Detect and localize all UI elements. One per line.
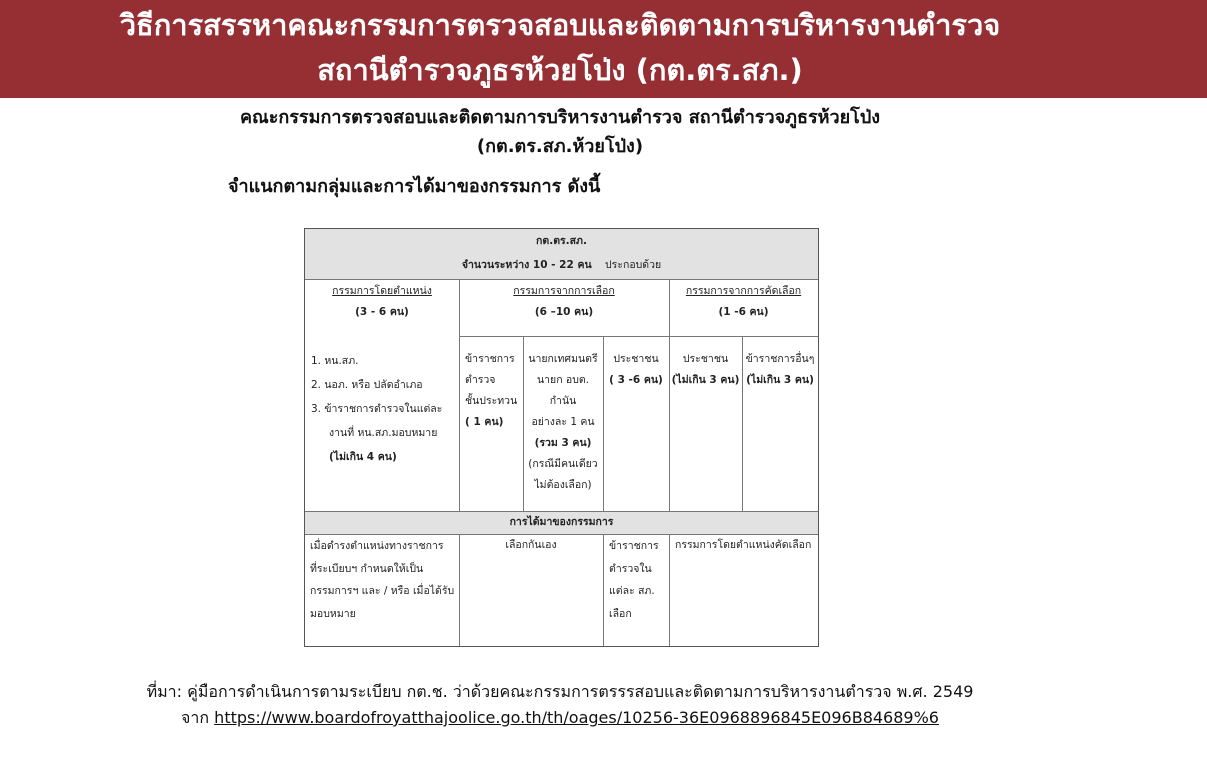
committee-name-line-1: คณะกรรมการตรวจสอบและติดตามการบริหารงานตำรวจ สถานีตำรวจภูธรห้วยโป่ง (239, 107, 881, 128)
member-count-suffix: ประกอบด้วย (605, 259, 662, 271)
acquisition-header: การได้มาของกรรมการ (509, 516, 614, 528)
list-item: 2. นอภ. หรือ ปลัดอำเภอ (311, 379, 423, 391)
cell-line: ประชาชน (613, 353, 659, 365)
cell-line: ที่ระเบียบฯ กำหนดให้เป็น (310, 562, 424, 575)
group-election-name: กรรมการจากการเลือก (513, 285, 615, 297)
elect-local-leaders-col (523, 349, 603, 496)
title-banner (0, 0, 1207, 98)
cell-line: แต่ละ สภ. (609, 585, 655, 597)
cell-line: (กรณีมีคนเดียว (528, 458, 598, 470)
group-position-count: (3 - 6 คน) (355, 306, 409, 318)
list-item: 1. หน.สภ. (311, 355, 359, 367)
group-election (459, 281, 669, 323)
cell-line: มอบหมาย (310, 607, 356, 620)
position-members-list (311, 349, 457, 469)
group-position-name: กรรมการโดยตำแหน่ง (332, 285, 432, 297)
banner-title-line-2: สถานีตำรวจภูธรห้วยโป่ง (กต.ตร.สภ.) (317, 53, 803, 87)
group-position (305, 281, 459, 323)
source-citation: ที่มา: คู่มือการดำเนินการตามระเบียบ กต.ช. ว่าด้วยคณะกรรมการตรรรสอบและติดตามการบริหารงานตำรวจ พ.ศ. 2549 (146, 682, 974, 701)
group-election-count: (6 –10 คน) (534, 306, 594, 318)
cell-line: ข้าราชการอื่นๆ (745, 353, 815, 365)
cell-line: ( 3 -6 คน) (609, 374, 663, 386)
cell-line: ไม่ต้องเลือก) (534, 479, 592, 491)
cell-line: (รวม 3 คน) (534, 437, 592, 449)
cell-line: อย่างละ 1 คน (531, 416, 595, 428)
cell-line: เมื่อดำรงตำแหน่งทางราชการ (310, 540, 444, 552)
group-selection-count: (1 -6 คน) (718, 306, 769, 318)
cell-line: (ไม่เกิน 3 คน) (746, 374, 814, 386)
list-item: 3. ข้าราชการตำรวจในแต่ละ (311, 403, 443, 415)
select-other-officials-col (742, 349, 818, 391)
cell-line: ประชาชน (682, 353, 729, 365)
elect-police-col (465, 349, 523, 433)
cell-line: ข้าราชการ (609, 540, 659, 552)
cell-line: กำนัน (549, 395, 577, 407)
acq-police (609, 535, 669, 625)
classification-heading: จำแนกตามกลุ่มและการได้มาของกรรมการ ดังนี้ (228, 176, 601, 197)
source-url-link[interactable]: https://www.boardofroyatthajoolice.go.th/th/oages/10256-36E0968896845E096B84689%6 (214, 708, 939, 727)
list-item: (ไม่เกิน 4 คน) (329, 451, 397, 463)
group-selection-name: กรรมการจากการคัดเลือก (685, 285, 802, 297)
cell-line: (ไม่เกิน 3 คน) (671, 374, 740, 386)
banner-title-line-1: วิธีการสรรหาคณะกรรมการตรวจสอบและติดตามการบริหารงานตำรวจ (119, 8, 1001, 42)
table-title: กต.ตร.สภ. (536, 235, 587, 247)
committee-name-line-2: (กต.ตร.สภ.ห้วยโป่ง) (476, 136, 644, 157)
acq-select: กรรมการโดยตำแหน่งคัดเลือก (675, 539, 812, 551)
member-count (305, 255, 818, 276)
cell-line: นายก อบต. (536, 374, 590, 386)
group-selection (669, 281, 818, 323)
source-from-label: จาก (181, 708, 210, 727)
cell-line: ชั้นประทวน (465, 395, 518, 407)
cell-line: กรรมการฯ และ / หรือ เมื่อได้รับ (310, 585, 455, 597)
cell-line: นายกเทศมนตรี (528, 353, 598, 365)
cell-line: ตำรวจใน (609, 562, 652, 575)
cell-line: เลือก (609, 607, 632, 620)
elect-citizens-col (603, 349, 669, 391)
committee-structure-table (304, 228, 819, 647)
cell-line: ตำรวจ (465, 374, 496, 386)
list-item: งานที่ หน.สภ.มอบหมาย (329, 427, 438, 439)
cell-line: ( 1 คน) (465, 416, 504, 428)
member-count-range: จำนวนระหว่าง 10 - 22 คน (461, 259, 592, 271)
select-citizens-col (669, 349, 742, 391)
acq-elect: เลือกกันเอง (505, 539, 557, 551)
cell-line: ข้าราชการ (465, 353, 515, 365)
acq-position (310, 535, 459, 625)
source-link-line (0, 705, 1120, 731)
